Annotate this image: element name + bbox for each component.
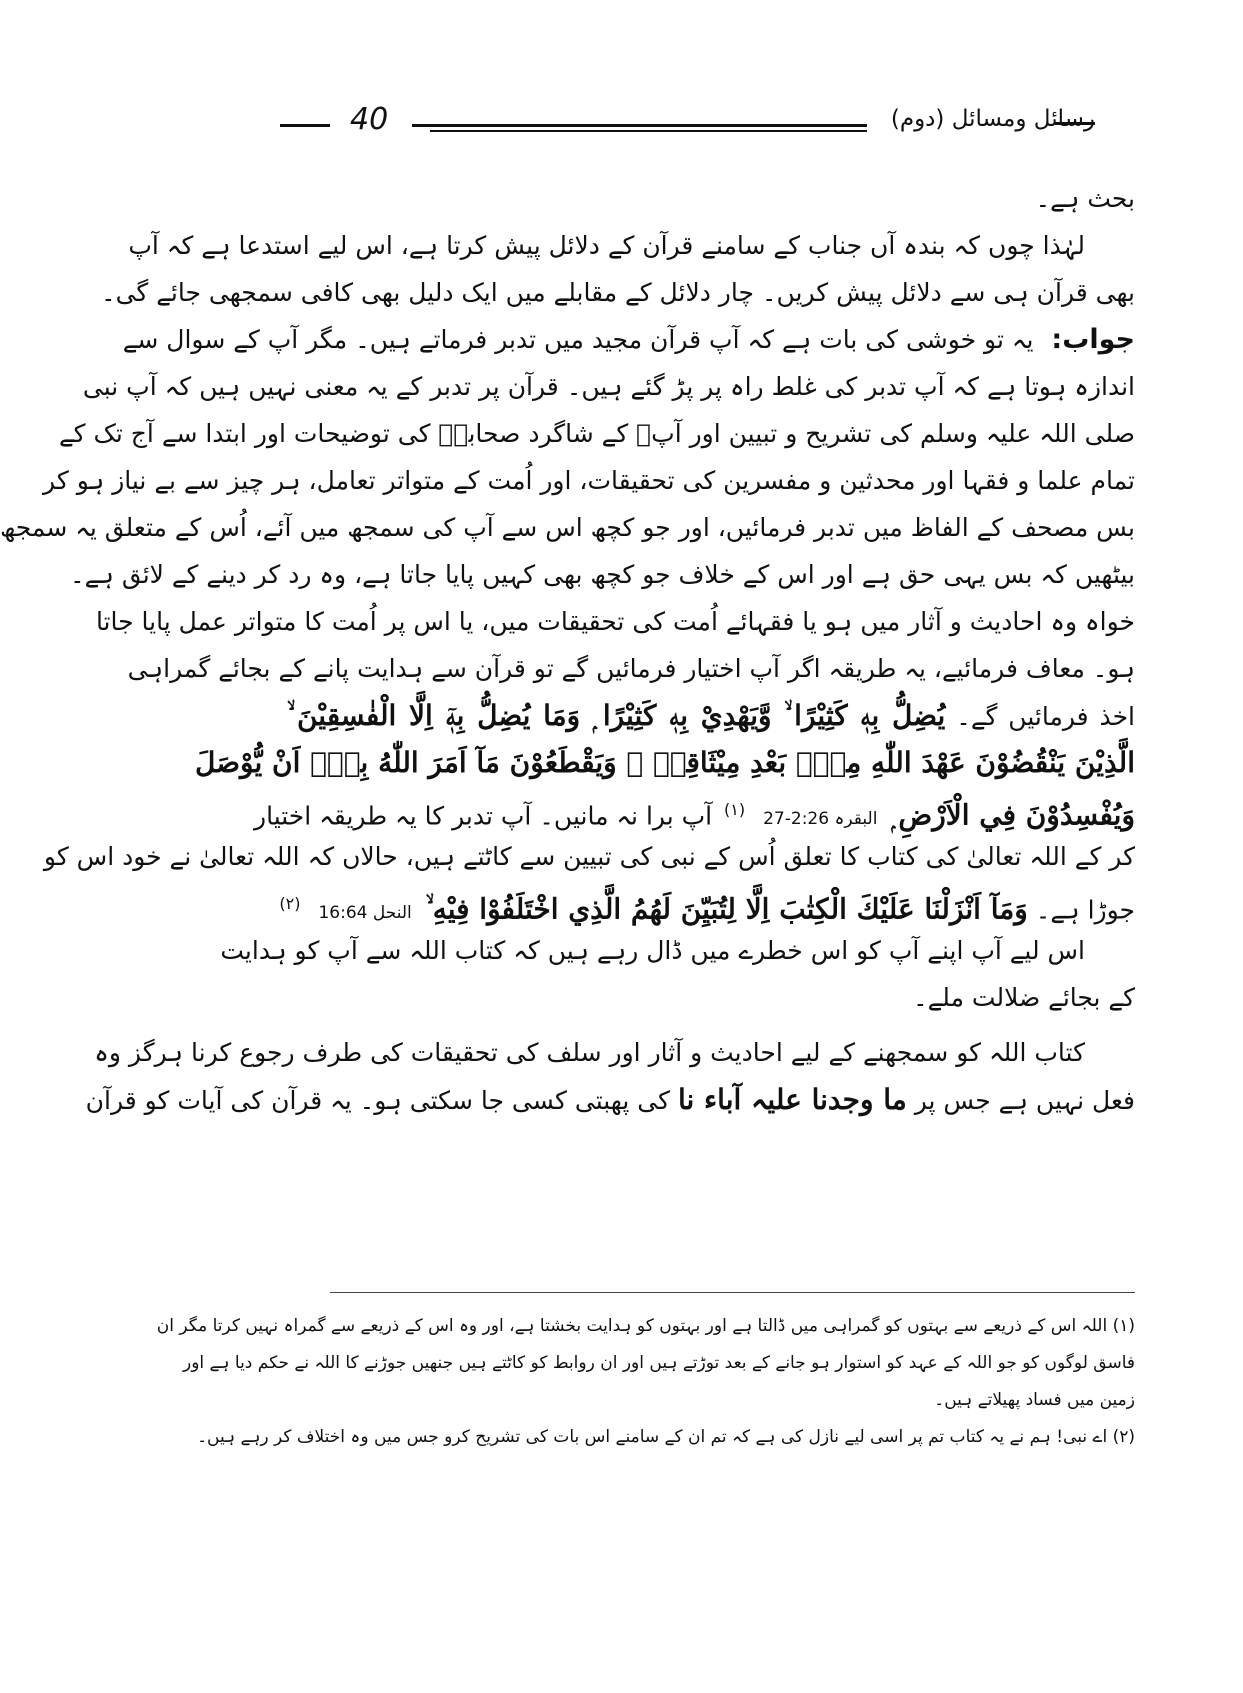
footnote-marker: (١) [724, 800, 746, 819]
text-line: لہٰذا چوں کہ بندہ آں جناب کے سامنے قرآن کے دلائل پیش کرتا ہے، اس لیے استدعا ہے کہ آپ [128, 231, 1085, 260]
footnote-line: فاسق لوگوں کو جو اللہ کے عہد کو استوار ہو جانے کے بعد توڑتے ہیں اور ان روابط کو کاٹتے ہیں جنھیں جوڑنے کا اللہ نے حکم دیا ہے اور [183, 1353, 1135, 1373]
quran-verse: الَّذِيْنَ يَنْقُضُوْنَ عَهْدَ اللّٰهِ مِنْۢ بَعْدِ مِيْثَاقِهٖ ۠ وَيَقْطَعُوْنَ مَآ اَمَرَ اللّٰهُ بِهٖٓ اَنْ يُّوْصَلَ [195, 746, 1135, 779]
text-span: اخذ فرمائیں گے۔ [956, 702, 1136, 731]
text-span: کی پھبتی کسی جا سکتی ہو۔ یہ قرآن کی آیات کو قرآن [85, 1086, 670, 1115]
text-line: کے بجائے ضلالت ملے۔ [913, 983, 1135, 1012]
book-title: رسائل ومسائل (دوم) [890, 106, 1095, 132]
verse-reference: البقرہ 2:26-27 [763, 809, 878, 830]
text-line: خواہ وہ احادیث و آثار میں ہو یا فقہائے اُمت کی تحقیقات میں، یا اس پر اُمت کا متواتر عمل پایا جاتا [95, 607, 1135, 636]
text-line: اندازہ ہوتا ہے کہ آپ تدبر کی غلط راہ پر پڑ گئے ہیں۔ قرآن پر تدبر کے یہ معنی نہیں ہیں کہ آپ نبی [82, 372, 1135, 401]
text-line: اس لیے آپ اپنے آپ کو اس خطرے میں ڈال رہے ہیں کہ کتاب اللہ سے آپ کو ہدایت [220, 936, 1085, 965]
verse-reference: النحل 16:64 [318, 903, 412, 924]
text-span: آپ برا نہ مانیں۔ آپ تدبر کا یہ طریقہ اختیار [254, 801, 713, 831]
answer-label: جواب: [1051, 324, 1135, 355]
header-rule [430, 130, 867, 132]
text-line: ہو۔ معاف فرمائیے، یہ طریقہ اگر آپ اختیار فرمائیں گے تو قرآن سے ہدایت پانے کے بجائے گمراہی [127, 654, 1135, 683]
quoted-phrase: ما وجدنا علیہ آباء نا [677, 1083, 907, 1116]
text-line [195, 739, 1135, 786]
text-span: جوڑا ہے۔ [1035, 895, 1135, 925]
text-line: بھی قرآن ہی سے دلائل پیش کریں۔ چار دلائل کے مقابلے میں ایک دلیل بھی کافی سمجھی جائے گی۔ [100, 278, 1135, 307]
footnote-line: زمین میں فساد پھیلاتے ہیں۔ [934, 1390, 1135, 1410]
text-line [85, 1076, 1135, 1123]
quran-verse: يُضِلُّ بِهٖ كَثِيْرًا ۙ وَّيَهْدِيْ بِهٖ كَثِيْرًا ۭ وَمَا يُضِلُّ بِهٖٓ اِلَّا الْفٰسِقِيْنَ ۙ [287, 699, 946, 732]
text-line [254, 786, 1135, 833]
header-rule [280, 124, 330, 127]
paragraph-gap [287, 1021, 1135, 1029]
footnote-line: (٢) اے نبی! ہم نے یہ کتاب تم پر اسی لیے نازل کی ہے کہ تم ان کے سامنے اس بات کی تشریح کرو جس میں وہ اختلاف کر رہے ہیں۔ [197, 1427, 1135, 1447]
text-line [279, 880, 1135, 927]
text-line [287, 692, 1135, 739]
text-line: تمام علما و فقہا اور محدثین و مفسرین کی تحقیقات، اور اُمت کے متواتر تعامل، ہر چیز سے بے نیاز ہو کر [43, 466, 1135, 495]
running-header [280, 100, 1095, 160]
quran-verse: وَيُفْسِدُوْنَ فِي الْاَرْضِ ۭ [891, 798, 1135, 832]
text-line: کر کے اللہ تعالیٰ کی کتاب کا تعلق اُس کے نبی کی تبیین سے کاٹتے ہیں، حالاں کہ اللہ تعالیٰ نے خود اس کو [43, 842, 1135, 871]
text-span: فعل نہیں ہے جس پر [914, 1086, 1135, 1115]
footnotes [156, 1308, 1135, 1456]
main-text [0, 175, 1136, 1123]
text-line: صلی اللہ علیہ وسلم کی تشریح و تبیین اور آپؐ کے شاگرد صحابہؓ کی توضیحات اور ابتدا سے آج تک کے [59, 419, 1135, 448]
header-rule [412, 124, 867, 127]
footnote-marker: (٢) [279, 894, 301, 913]
text-line: کتاب اللہ کو سمجھنے کے لیے احادیث و آثار اور سلف کی تحقیقات کی طرف رجوع کرنا ہرگز وہ [94, 1038, 1085, 1067]
quran-verse: وَمَآ اَنْزَلْنَا عَلَيْكَ الْكِتٰبَ اِلَّا لِتُبَيِّنَ لَهُمُ الَّذِي اخْتَلَفُوْا فِيْهِ ۙ [425, 892, 1028, 926]
page-number: 40 [350, 102, 389, 137]
text-line: بس مصحف کے الفاظ میں تدبر فرمائیں، اور جو کچھ اس سے آپ کی سمجھ میں آئے، اُس کے متعلق یہ سمجھ [0, 513, 1135, 542]
answer-line [122, 316, 1135, 363]
text-line: بحث ہے۔ [1035, 184, 1135, 213]
text-line: بیٹھیں کہ بس یہی حق ہے اور اس کے خلاف جو کچھ بھی کہیں پایا جاتا ہے، وہ رد کر دینے کے لائق ہے۔ [69, 560, 1135, 589]
text-span: یہ تو خوشی کی بات ہے کہ آپ قرآن مجید میں تدبر فرماتے ہیں۔ مگر آپ کے سوال سے [122, 325, 1034, 354]
footnote-line: (١) اللہ اس کے ذریعے سے بہتوں کو گمراہی میں ڈالتا ہے اور بہتوں کو ہدایت بخشتا ہے، اور وہ اس کے ذریعے سے گمراہ نہیں کرتا مگر ان [156, 1316, 1135, 1336]
footnote-divider [330, 1292, 1135, 1293]
